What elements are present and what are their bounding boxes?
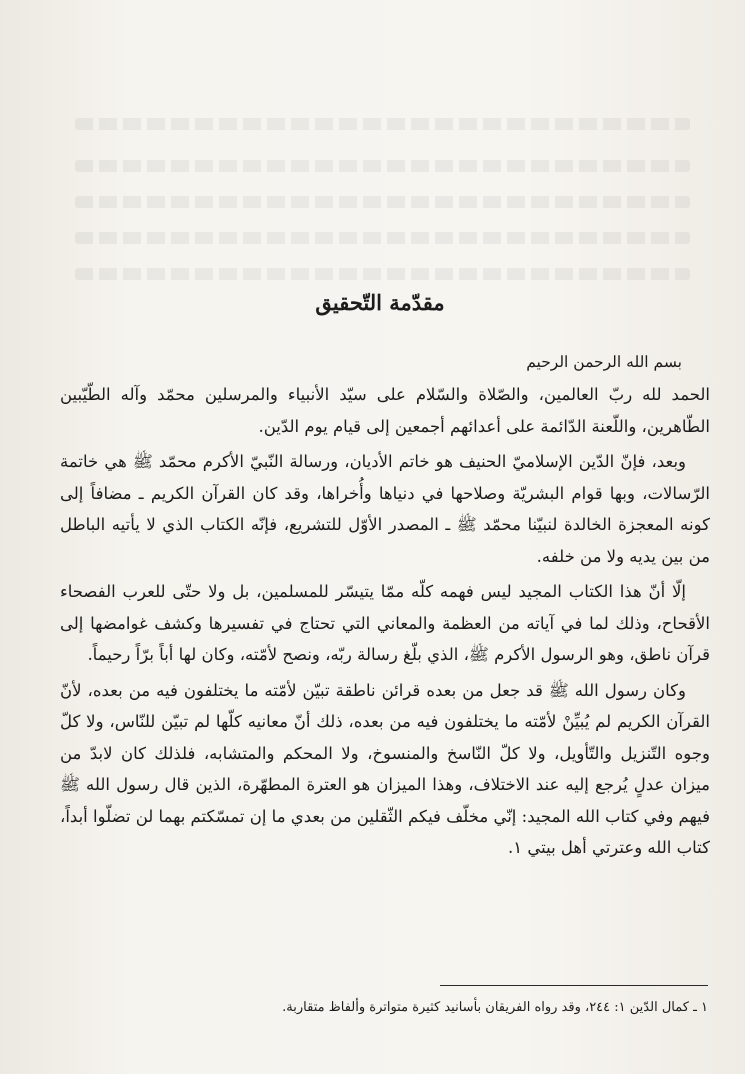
footnote-divider — [440, 985, 708, 986]
page-title: مقدّمة التّحقيق — [315, 290, 445, 315]
basmala: بسم الله الرحمن الرحيم — [526, 353, 682, 371]
paragraph-3: إلّا أنّ هذا الكتاب المجيد ليس فهمه كلّه ممّا يتيسّر للمسلمين، بل ولا حتّى للعرب الفصحاء الأقحاح، وذلك لما في آياته من العظمة والمعاني التي تحتاج في تفسيرها وكشف غوامضها إلى قرآن ناطق، وهو الرسول الأكرم ﷺ، الذي بلّغ رسالة ربّه، ونصح لأمّته، وكان لها أباً برّاً رحيماً. — [60, 582, 710, 664]
footnote: ١ ـ كمال الدّين ١: ٢٤٤، وقد رواه الفريقان بأسانيد كثيرة متواترة وألفاظ متقاربة. — [282, 1000, 708, 1015]
bleed-through — [75, 196, 690, 208]
bleed-through — [75, 268, 690, 280]
bleed-through — [75, 118, 690, 130]
paragraph-2: وبعد، فإنّ الدّين الإسلاميّ الحنيف هو خاتم الأديان، ورسالة النّبيّ الأكرم محمّد ﷺ هي خاتمة الرّسالات، وبها قوام البشريّة وصلاحها في دنياها وأُخراها، وقد كان القرآن الكريم ـ مضافاً إلى كونه المعجزة الخالدة لنبيّنا محمّد ﷺ ـ المصدر الأوّل للتشريع، فإنّه الكتاب الذي لا يأتيه الباطل من بين يديه ولا من خلفه. — [60, 452, 710, 566]
bleed-through — [75, 232, 690, 244]
bleed-through — [75, 160, 690, 172]
paragraph-1: الحمد لله ربّ العالمين، والصّلاة والسّلام على سيّد الأنبياء والمرسلين محمّد وآله الطّيّبين الطّاهرين، واللّعنة الدّائمة على أعدائهم أجمعين إلى قيام يوم الدّين. — [60, 385, 710, 436]
paragraph-4: وكان رسول الله ﷺ قد جعل من بعده قرائن ناطقة تبيّن لأمّته ما يختلفون فيه من بعده، لأنّ القرآن الكريم لم يُبيِّنْ لأمّته ما يختلفون فيه من بعده، ذلك أنّ معانيه كلّها لم تبيّن للنّاس، ولا كلّ وجوه التّنزيل والتّأويل، ولا كلّ النّاسخ والمنسوخ، ولا المحكم والمتشابه، فلذلك كان لابدّ من ميزان عدلٍ يُرجع إليه عند الاختلاف، وهذا الميزان هو العترة المطهّرة، الذين قال رسول الله ﷺ فيهم وفي كتاب الله المجيد: إنّي مخلّف فيكم الثّقلين من بعدي ما إن تمسّكتم بهما لن تضلّوا أبداً، كتاب الله وعترتي أهل بيتي ١. — [60, 680, 710, 857]
main-content — [60, 290, 710, 864]
